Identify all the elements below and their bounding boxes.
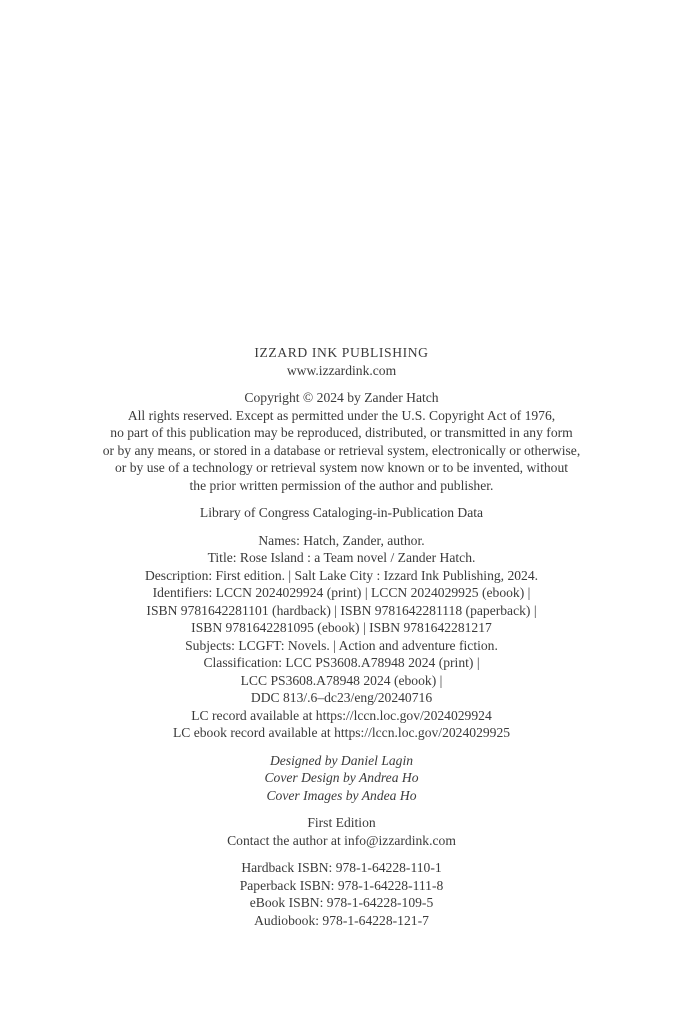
cip-lc-record: LC record available at https://lccn.loc.gov/2024029924: [191, 707, 492, 723]
cip-lc-ebook-record: LC ebook record available at https://lccn.loc.gov/2024029925: [172, 725, 511, 740]
copyright-page-content: [40, 344, 643, 929]
cip-title: Title: Rose Island : a Team novel / Zander Hatch.: [207, 550, 476, 565]
cip-subjects: Subjects: LCGFT: Novels. | Action and adventure fiction.: [185, 637, 498, 653]
cip-heading: Library of Congress Cataloging-in-Publication Data: [199, 505, 484, 520]
edition-label: First Edition: [307, 815, 376, 830]
publisher-name: IZZARD INK PUBLISHING: [254, 345, 429, 360]
cip-isbn: ISBN 9781642281095 (ebook) | ISBN 9781642281217: [191, 620, 492, 635]
rights-line: or by use of a technology or retrieval system now known or to be invented, without: [114, 460, 569, 475]
cip-data-block: [40, 532, 643, 742]
paperback-isbn: Paperback ISBN: 978-1-64228-111-8: [239, 877, 444, 893]
author-contact: Contact the author at info@izzardink.com: [227, 832, 456, 848]
cip-classification: Classification: LCC PS3608.A78948 2024 (print) |: [203, 655, 480, 670]
copyright-notice: [40, 389, 643, 494]
edition-block: [40, 814, 643, 849]
cip-classification: LCC PS3608.A78948 2024 (ebook) |: [240, 672, 443, 688]
designer-credit: Designed by Daniel Lagin: [269, 752, 414, 768]
rights-line: or by any means, or stored in a database or retrieval system, electronically or otherwise,: [102, 442, 581, 458]
ebook-isbn: eBook ISBN: 978-1-64228-109-5: [249, 895, 434, 910]
rights-line: All rights reserved. Except as permitted under the U.S. Copyright Act of 1976,: [127, 407, 556, 423]
publisher-website: www.izzardink.com: [286, 362, 397, 378]
cip-names: Names: Hatch, Zander, author.: [258, 532, 425, 548]
cover-images-credit: Cover Images by Andea Ho: [266, 787, 417, 803]
isbn-list: [40, 859, 643, 929]
cip-heading-block: [40, 504, 643, 522]
cover-design-credit: Cover Design by Andrea Ho: [264, 770, 419, 785]
cip-ddc: DDC 813/.6–dc23/eng/20240716: [250, 690, 433, 705]
design-credits: [40, 752, 643, 805]
cip-identifiers: Identifiers: LCCN 2024029924 (print) | LCCN 2024029925 (ebook) |: [152, 585, 531, 600]
publisher-block: [40, 344, 643, 379]
rights-line: no part of this publication may be reproduced, distributed, or transmitted in any form: [110, 425, 573, 440]
cip-description: Description: First edition. | Salt Lake City : Izzard Ink Publishing, 2024.: [144, 567, 539, 583]
rights-line: the prior written permission of the author and publisher.: [189, 477, 494, 493]
audiobook-isbn: Audiobook: 978-1-64228-121-7: [254, 912, 429, 928]
cip-isbn: ISBN 9781642281101 (hardback) | ISBN 9781642281118 (paperback) |: [146, 602, 537, 618]
copyright-line: Copyright © 2024 by Zander Hatch: [244, 390, 439, 405]
hardback-isbn: Hardback ISBN: 978-1-64228-110-1: [241, 860, 442, 875]
